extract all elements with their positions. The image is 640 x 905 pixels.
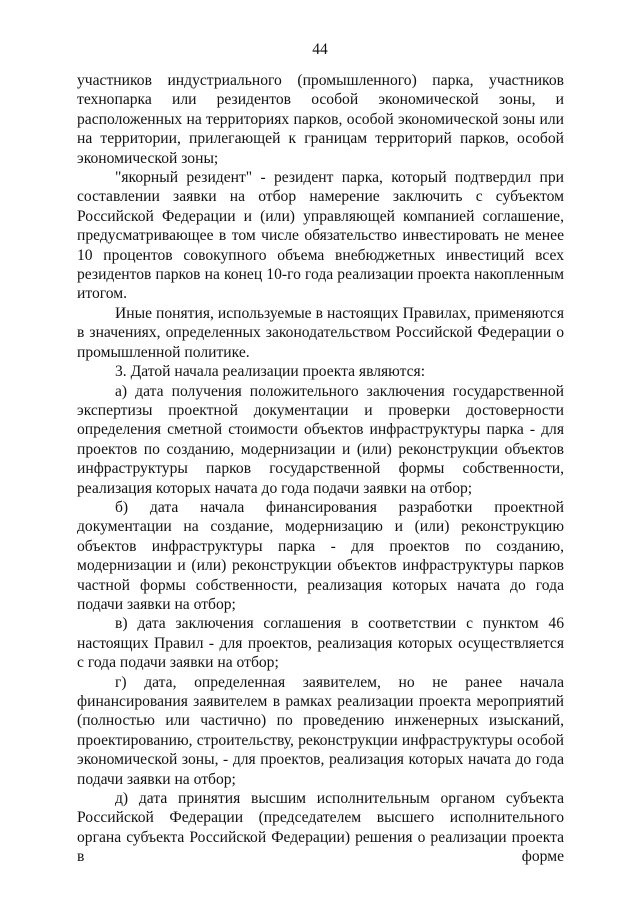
paragraph-item-d: д) дата принятия высшим исполнительным органом субъекта Российской Федерации (председателем высшего исполнительного органа субъекта Российской Федерации) решения о реализации проекта в форме xyxy=(77,790,564,866)
paragraph-continuation: участников индустриального (промышленного) парка, участников технопарка или резидентов особой экономической зоны, и расположенных на территориях парков, особой экономической зоны или на территории, прилегающей к границам территорий парков, особой экономической зоны; xyxy=(77,72,564,167)
paragraph-other-terms: Иные понятия, используемые в настоящих Правилах, применяются в значениях, определенных законодательством Российской Федерации о промышленной политике. xyxy=(77,304,564,361)
paragraph-item-b: б) дата начала финансирования разработки проектной документации на создание, модернизацию и (или) реконструкцию объектов инфраструктуры парка - для проектов по созданию, модернизации и (или) реконструкции объектов инфраструктуры парков частной формы собственности, реализация которых начата до года подачи заявки на отбор; xyxy=(77,498,564,613)
page-number: 44 xyxy=(312,41,328,58)
document-body xyxy=(77,71,564,867)
paragraph-item-g: г) дата, определенная заявителем, но не ранее начала финансирования заявителем в рамках реализации проекта мероприятий (полностью или частично) по проведению инженерных изысканий, проектированию, строительству, реконструкции инфраструктуры особой экономической зоны, - для проектов, реализация которых начата до года подачи заявки на отбор; xyxy=(77,673,564,788)
paragraph-anchor-resident-definition: "якорный резидент" - резидент парка, который подтвердил при составлении заявки на отбор намерение заключить с субъектом Российской Федерации и (или) управляющей компанией соглашение, предусматривающее в том числе обязательство инвестировать не менее 10 процентов совокупного объема внебюджетных инвестиций всех резидентов парков на конец 10-го года реализации проекта накопленным итогом. xyxy=(77,169,564,303)
paragraph-item-a: а) дата получения положительного заключения государственной экспертизы проектной документации и проверки достоверности определения сметной стоимости объектов инфраструктуры парка - для проектов по созданию, модернизации и (или) реконструкции объектов инфраструктуры парков государственной формы собственности, реализация которых начата до года подачи заявки на отбор; xyxy=(77,382,564,497)
paragraph-item-v: в) дата заключения соглашения в соответствии с пунктом 46 настоящих Правил - для проектов, реализация которых осуществляется с года подачи заявки на отбор; xyxy=(77,615,564,672)
paragraph-section-3-heading: 3. Датой начала реализации проекта являются: xyxy=(115,363,426,381)
